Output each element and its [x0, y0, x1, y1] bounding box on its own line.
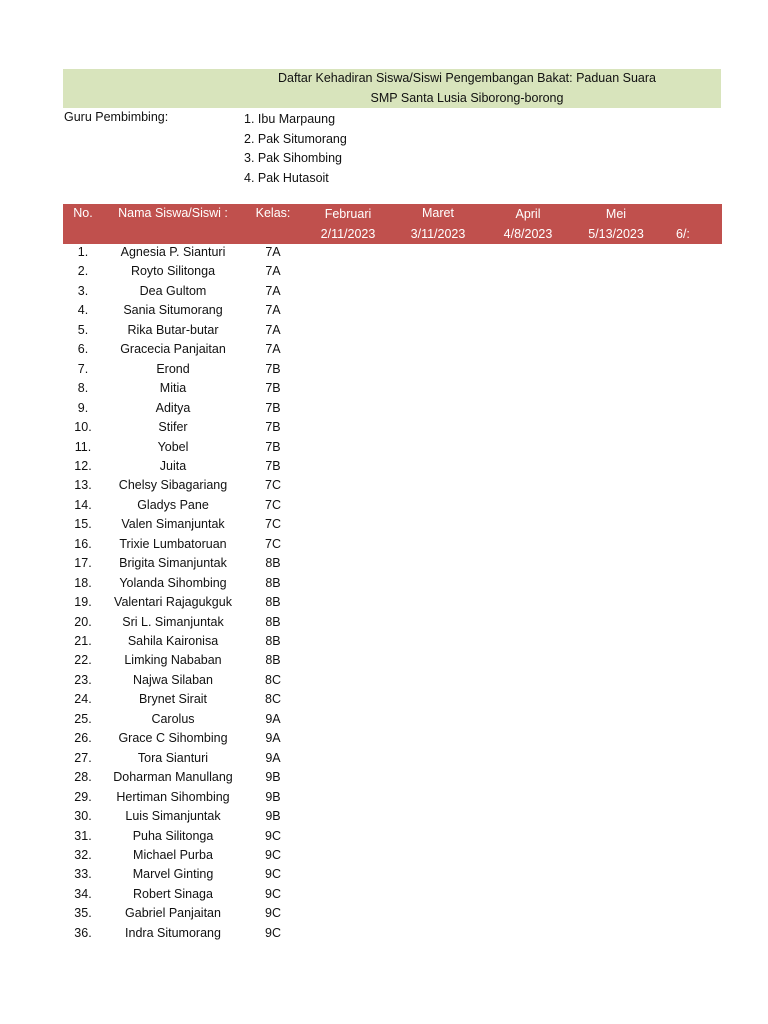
- student-no: 12.: [74, 458, 92, 473]
- student-kelas: 9A: [265, 731, 281, 746]
- table-row: [0, 360, 768, 380]
- guru-item: 1. Ibu Marpaung: [244, 112, 336, 126]
- student-kelas: 8B: [265, 556, 281, 571]
- table-row: [0, 729, 768, 749]
- student-kelas: 7A: [265, 264, 281, 279]
- student-kelas: 7C: [265, 497, 281, 512]
- student-name: Gladys Pane: [137, 497, 209, 512]
- table-row: [0, 865, 768, 885]
- table-row: [0, 924, 768, 944]
- student-name: Brynet Sirait: [138, 692, 208, 707]
- header-month-mei: Mei: [605, 207, 627, 221]
- student-name: Aditya: [155, 400, 191, 415]
- table-header: [63, 204, 722, 244]
- student-no: 1.: [77, 245, 89, 259]
- guru-item: 2. Pak Situmorang: [244, 131, 347, 146]
- guru-pembimbing-label: Guru Pembimbing:: [64, 110, 169, 124]
- table-row: [0, 476, 768, 496]
- table-row: [0, 710, 768, 730]
- student-kelas: 9C: [265, 828, 281, 843]
- table-row: [0, 690, 768, 710]
- student-name: Luis Simanjuntak: [125, 809, 221, 824]
- table-row: [0, 827, 768, 847]
- student-name: Rika Butar-butar: [127, 322, 219, 337]
- student-kelas: 8B: [265, 614, 281, 629]
- student-name: Trixie Lumbatoruan: [119, 536, 227, 551]
- table-row: [0, 496, 768, 516]
- student-kelas: 9B: [265, 809, 281, 824]
- student-no: 30.: [74, 809, 92, 824]
- student-name: Limking Nababan: [124, 653, 222, 668]
- student-name: Indra Situmorang: [125, 925, 221, 940]
- guru-item: 4. Pak Hutasoit: [244, 170, 329, 185]
- student-no: 15.: [74, 517, 92, 532]
- student-kelas: 7B: [265, 458, 281, 473]
- student-name: Valentari Rajagukguk: [114, 595, 232, 610]
- student-kelas: 9C: [265, 867, 281, 882]
- student-no: 3.: [77, 283, 89, 298]
- student-no: 19.: [74, 595, 92, 610]
- table-row: [0, 515, 768, 535]
- school-name: SMP Santa Lusia Siborong-borong: [370, 91, 564, 105]
- student-name: Doharman Manullang: [113, 770, 233, 785]
- student-no: 33.: [74, 867, 92, 882]
- table-row: [0, 788, 768, 808]
- student-kelas: 9B: [265, 789, 281, 804]
- student-kelas: 8B: [265, 634, 281, 648]
- student-name: Najwa Silaban: [133, 672, 213, 687]
- student-no: 25.: [74, 711, 92, 726]
- student-no: 10.: [74, 420, 92, 435]
- student-no: 17.: [74, 556, 92, 571]
- student-no: 9.: [77, 400, 89, 415]
- title-band: [63, 69, 721, 108]
- student-kelas: 7A: [265, 245, 281, 259]
- student-no: 34.: [74, 886, 92, 901]
- table-row: [0, 768, 768, 788]
- student-kelas: 9C: [265, 906, 281, 921]
- student-name: Brigita Simanjuntak: [119, 556, 227, 571]
- student-kelas: 9A: [265, 711, 281, 726]
- student-name: Tora Sianturi: [137, 750, 209, 765]
- student-no: 21.: [74, 634, 92, 648]
- student-no: 20.: [74, 614, 92, 629]
- student-no: 32.: [74, 847, 92, 862]
- table-row: [0, 438, 768, 458]
- table-row: [0, 535, 768, 555]
- student-name: Erond: [156, 361, 190, 376]
- table-row: [0, 593, 768, 613]
- table-row: [0, 749, 768, 769]
- student-name: Agnesia P. Sianturi: [120, 245, 226, 259]
- student-name: Grace C Sihombing: [118, 731, 228, 746]
- student-name: Marvel Ginting: [132, 867, 214, 882]
- student-name: Juita: [159, 458, 187, 473]
- guru-item: 3. Pak Sihombing: [244, 151, 342, 165]
- student-name: Carolus: [151, 711, 195, 726]
- student-name: Stifer: [158, 420, 188, 435]
- guru-list: [244, 110, 347, 188]
- table-row: [0, 282, 768, 302]
- student-kelas: 7A: [265, 322, 281, 337]
- header-date: 4/8/2023: [503, 227, 553, 241]
- header-month-april: April: [515, 207, 541, 221]
- student-kelas: 9C: [265, 925, 281, 940]
- student-name: Sania Situmorang: [123, 303, 223, 318]
- table-row: [0, 846, 768, 866]
- student-no: 7.: [77, 361, 89, 376]
- student-no: 35.: [74, 906, 92, 921]
- header-nama: Nama Siswa/Siswi :: [118, 206, 228, 220]
- table-row: [0, 807, 768, 827]
- student-name: Dea Gultom: [139, 283, 207, 298]
- student-kelas: 8B: [265, 575, 281, 590]
- student-no: 8.: [77, 381, 89, 396]
- table-row: [0, 399, 768, 419]
- table-row: [0, 671, 768, 691]
- table-row: [0, 340, 768, 360]
- student-no: 16.: [74, 536, 92, 551]
- header-date: 3/11/2023: [410, 227, 466, 241]
- header-kelas: Kelas:: [255, 206, 291, 220]
- table-row: [0, 301, 768, 321]
- student-kelas: 7C: [265, 517, 281, 532]
- student-kelas: 9C: [265, 847, 281, 862]
- student-name: Hertiman Sihombing: [116, 789, 230, 804]
- header-no: No.: [73, 206, 93, 220]
- student-name: Chelsy Sibagariang: [118, 478, 228, 493]
- student-name: Gracecia Panjaitan: [120, 342, 226, 357]
- student-no: 27.: [74, 750, 92, 765]
- student-name: Sri L. Simanjuntak: [122, 614, 224, 629]
- table-row: [0, 651, 768, 671]
- student-no: 13.: [74, 478, 92, 493]
- table-row: [0, 574, 768, 594]
- header-month-februari: Februari: [324, 207, 372, 221]
- student-kelas: 7A: [265, 342, 281, 357]
- student-kelas: 7A: [265, 303, 281, 318]
- table-row: [0, 904, 768, 924]
- header-date: 5/13/2023: [588, 227, 644, 241]
- student-name: Royto Silitonga: [130, 264, 216, 279]
- student-name: Puha Silitonga: [132, 828, 214, 843]
- table-row: [0, 457, 768, 477]
- table-row: [0, 418, 768, 438]
- student-kelas: 7A: [265, 283, 281, 298]
- student-kelas: 9B: [265, 770, 281, 785]
- student-no: 24.: [74, 692, 92, 707]
- table-row: [0, 243, 768, 263]
- student-kelas: 7C: [265, 536, 281, 551]
- student-no: 36.: [74, 925, 92, 940]
- table-row: [0, 554, 768, 574]
- student-kelas: 7B: [265, 381, 281, 396]
- table-row: [0, 632, 768, 652]
- student-kelas: 8B: [265, 653, 281, 668]
- student-kelas: 8B: [265, 595, 281, 610]
- student-no: 4.: [77, 303, 89, 318]
- table-row: [0, 262, 768, 282]
- student-no: 29.: [74, 789, 92, 804]
- student-kelas: 8C: [265, 692, 281, 707]
- student-name: Valen Simanjuntak: [121, 517, 225, 532]
- student-no: 28.: [74, 770, 92, 785]
- student-kelas: 9A: [265, 750, 281, 765]
- student-no: 31.: [74, 828, 92, 843]
- student-kelas: 9C: [265, 886, 281, 901]
- header-month-maret: Maret: [422, 206, 454, 220]
- table-row: [0, 321, 768, 341]
- student-name: Robert Sinaga: [133, 886, 213, 901]
- student-kelas: 7B: [265, 361, 281, 376]
- student-no: 26.: [74, 731, 92, 746]
- student-name: Yolanda Sihombing: [119, 575, 227, 590]
- student-no: 14.: [74, 497, 92, 512]
- student-kelas: 7C: [265, 478, 281, 493]
- student-kelas: 7B: [265, 439, 281, 454]
- student-name: Yobel: [157, 439, 189, 454]
- table-row: [0, 885, 768, 905]
- student-kelas: 7B: [265, 420, 281, 435]
- student-no: 18.: [74, 575, 92, 590]
- document-title: Daftar Kehadiran Siswa/Siswi Pengembangan Bakat: Paduan Suara: [277, 71, 656, 85]
- header-date: 6/:: [676, 227, 690, 241]
- student-name: Gabriel Panjaitan: [125, 906, 221, 921]
- table-row: [0, 379, 768, 399]
- header-date: 2/11/2023: [320, 227, 376, 241]
- student-no: 11.: [74, 439, 92, 454]
- student-no: 2.: [77, 264, 89, 279]
- student-no: 6.: [77, 342, 89, 357]
- student-kelas: 8C: [265, 672, 281, 687]
- student-name: Michael Purba: [133, 847, 213, 862]
- student-kelas: 7B: [265, 400, 281, 415]
- student-no: 23.: [74, 672, 92, 687]
- table-row: [0, 613, 768, 633]
- student-name: Sahila Kaironisa: [127, 634, 219, 648]
- student-name: Mitia: [159, 381, 187, 396]
- student-no: 5.: [77, 322, 89, 337]
- student-no: 22.: [74, 653, 92, 668]
